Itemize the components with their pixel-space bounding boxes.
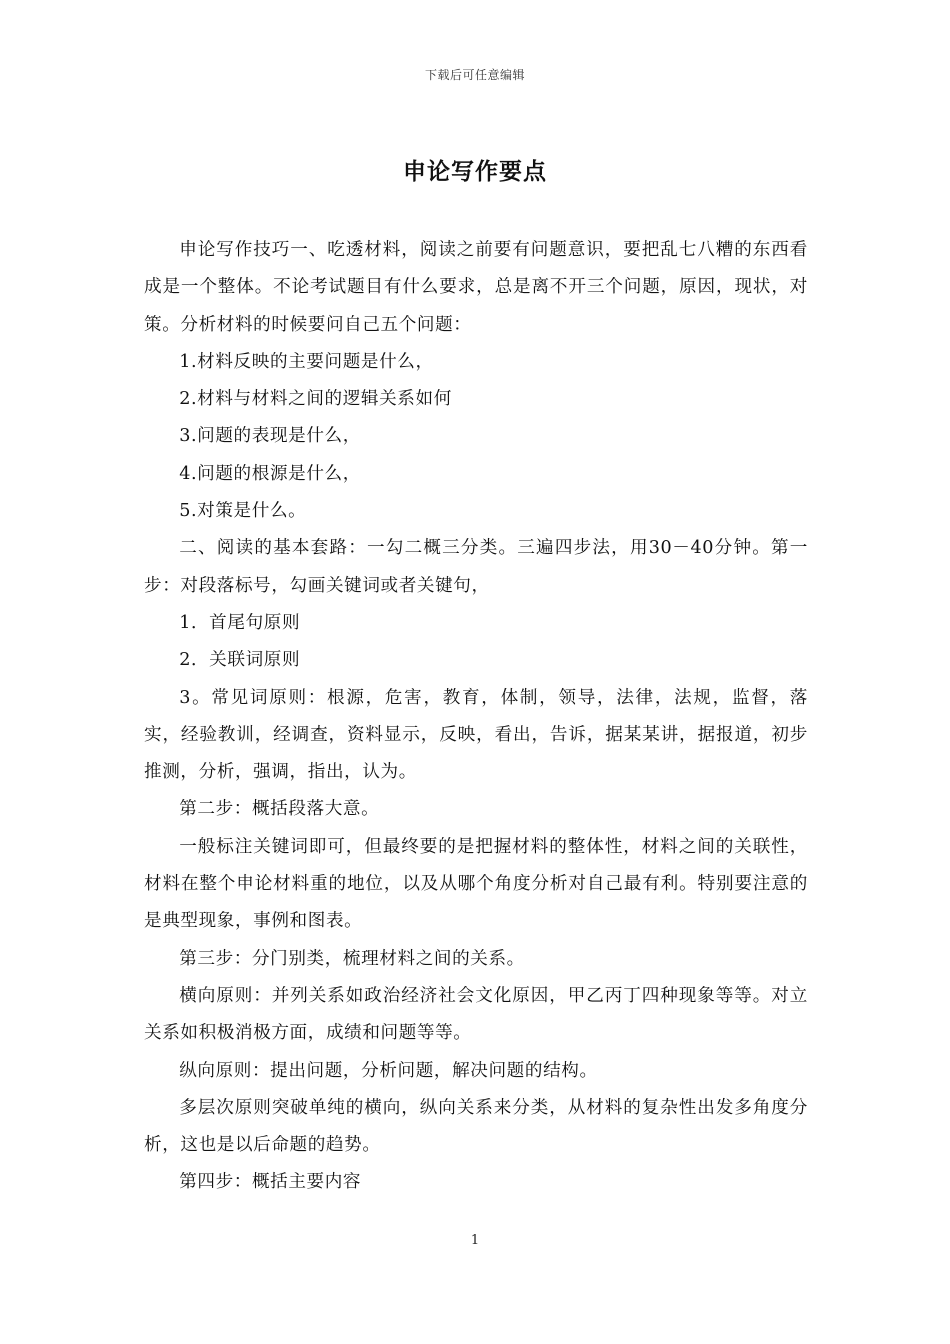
- paragraph: 1．首尾句原则: [179, 612, 301, 633]
- paragraph: 1.材料反映的主要问题是什么，: [179, 351, 434, 372]
- body-text: [144, 232, 808, 1202]
- paragraph: 4.问题的根源是什么，: [179, 463, 361, 484]
- page-title: 申论写作要点: [403, 159, 547, 185]
- paragraph: 横向原则：并列关系如政治经济社会文化原因，甲乙丙丁四种现象等等。对立关系如积极消极方面，成绩和问题等等。: [144, 985, 808, 1044]
- paragraph: 第四步：概括主要内容: [179, 1172, 362, 1193]
- paragraph: 第三步：分门别类，梳理材料之间的关系。: [179, 948, 525, 969]
- paragraph: 2.材料与材料之间的逻辑关系如何: [179, 389, 452, 410]
- paragraph: 3。常见词原则：根源，危害，教育，体制，领导，法律，法规，监督，落实，经验教训，经调查，资料显示，反映，看出，告诉，据某某讲，据报道，初步推测，分析，强调，指出，认为。: [144, 687, 808, 783]
- paragraph: 2．关联词原则: [179, 650, 301, 671]
- paragraph: 3.问题的表现是什么，: [179, 426, 361, 447]
- paragraph: 纵向原则：提出问题，分析问题，解决问题的结构。: [179, 1060, 598, 1081]
- paragraph: 5.对策是什么。: [179, 501, 307, 522]
- paragraph: 一般标注关键词即可，但最终要的是把握材料的整体性，材料之间的关联性，材料在整个申论材料重的地位，以及从哪个角度分析对自己最有利。特别要注意的是典型现象，事例和图表。: [144, 836, 808, 932]
- paragraph: 二、阅读的基本套路：一勾二概三分类。三遍四步法，用30－40分钟。第一步：对段落标号，勾画关键词或者关键句，: [144, 538, 808, 596]
- paragraph: 第二步：概括段落大意。: [179, 799, 380, 820]
- header-note: 下载后可任意编辑: [424, 68, 525, 82]
- paragraph: 多层次原则突破单纯的横向，纵向关系来分类，从材料的复杂性出发多角度分析，这也是以后命题的趋势。: [144, 1097, 808, 1156]
- paragraph: 申论写作技巧一、吃透材料，阅读之前要有问题意识，要把乱七八糟的东西看成是一个整体。不论考试题目有什么要求，总是离不开三个问题，原因，现状，对策。分析材料的时候要问自己五个问题：: [144, 240, 808, 335]
- page-number: 1: [470, 1233, 480, 1248]
